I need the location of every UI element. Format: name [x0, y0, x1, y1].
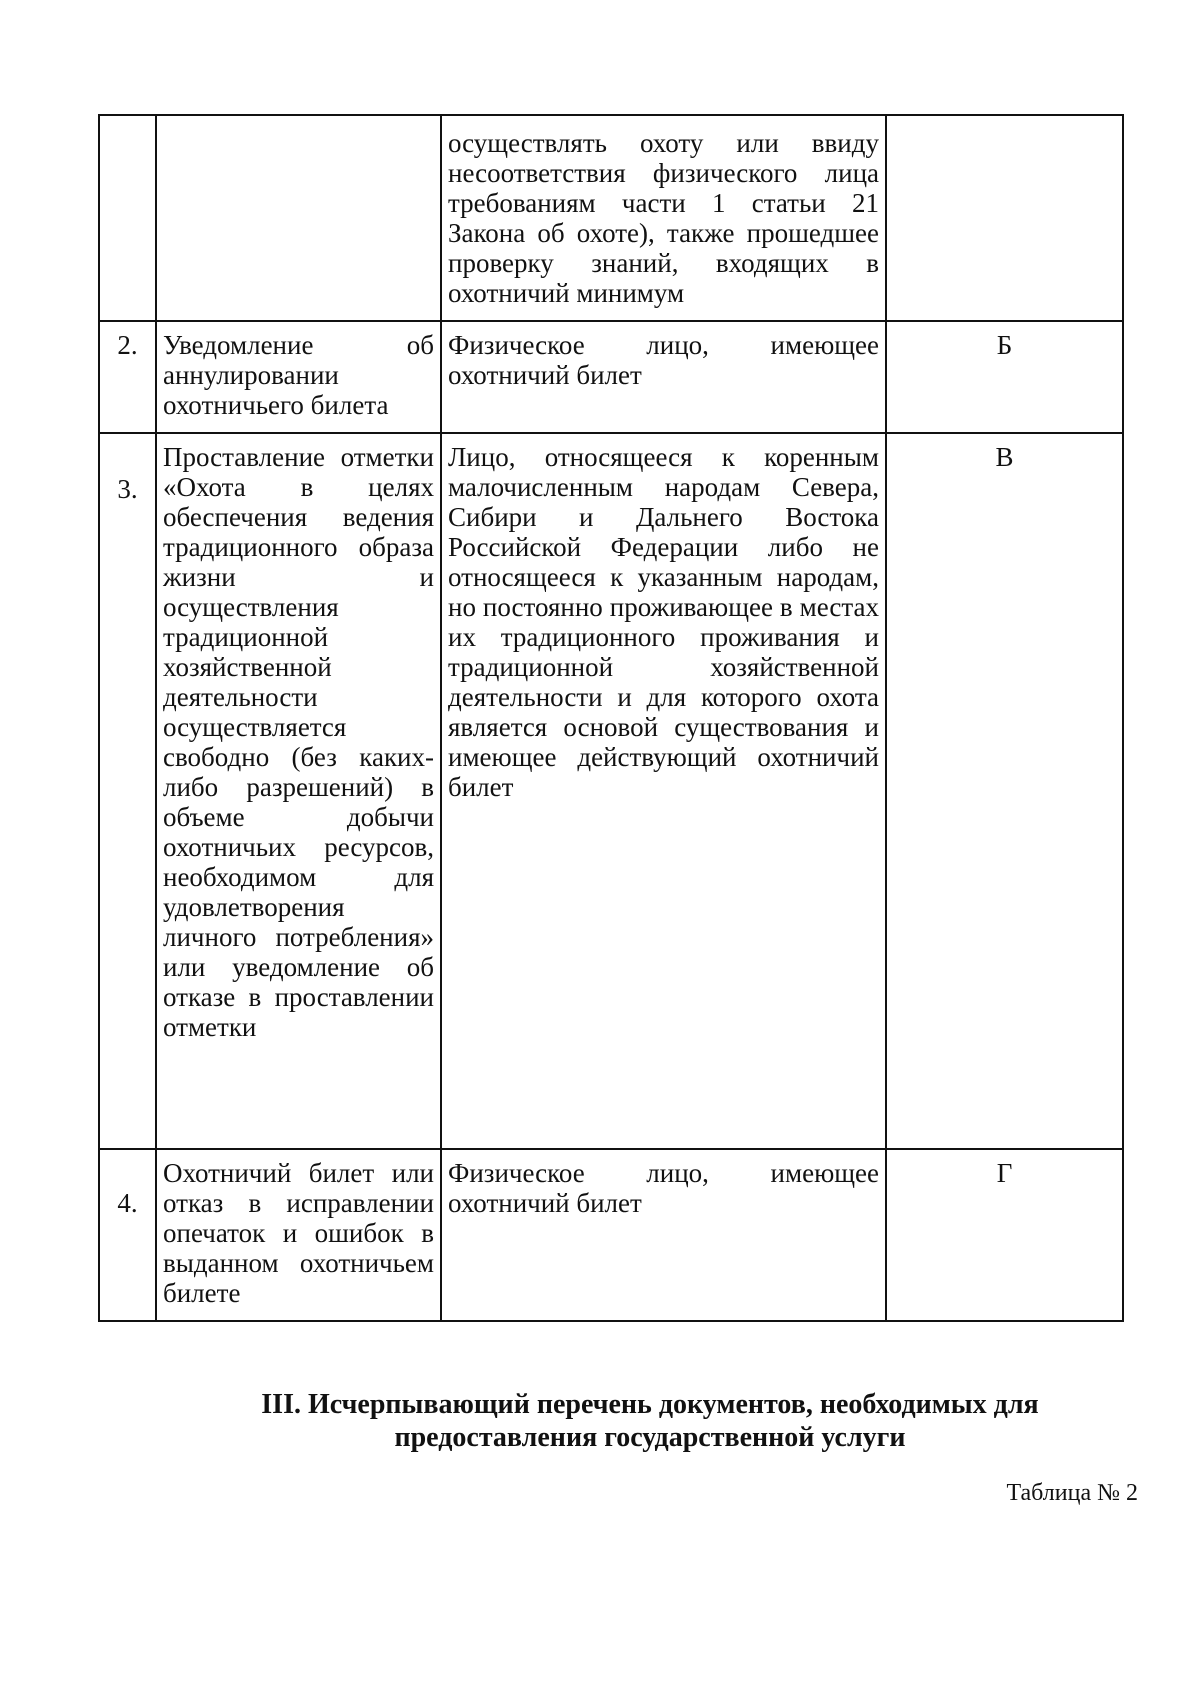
row-applicant: Лицо, относящееся к коренным малочисленным народам Севера, Сибири и Дальнего Востока Российской Федерации либо не относящееся к указанным народам, но постоянно проживающее в местах их традиционного проживания и традиционной хозяйственной деятельности и для которого охота является основой существования и имеющее действующий охотничий билет — [441, 433, 886, 1149]
row-number: 4. — [99, 1149, 156, 1321]
row-code: Б — [886, 321, 1123, 433]
table-row — [99, 115, 1123, 321]
section-heading-line-1: III. Исчерпывающий перечень документов, необходимых для — [261, 1389, 1039, 1420]
row-applicant: Физическое лицо, имеющее охотничий билет — [441, 1149, 886, 1321]
row-code — [886, 115, 1123, 321]
row-description: Охотничий билет или отказ в исправлении опечаток и ошибок в выданном охотничьем билете — [156, 1149, 441, 1321]
table-caption: Таблица № 2 — [1006, 1480, 1138, 1506]
row-applicant: осуществлять охоту или ввиду несоответствия физического лица требованиям части 1 статьи 21 Закона об охоте), также прошедшее проверку знаний, входящих в охотничий минимум — [441, 115, 886, 321]
section-heading — [150, 1388, 1150, 1454]
row-description — [156, 115, 441, 321]
row-number — [99, 115, 156, 321]
section-heading-line-2: предоставления государственной услуги — [394, 1422, 906, 1453]
row-applicant: Физическое лицо, имеющее охотничий билет — [441, 321, 886, 433]
row-number: 2. — [99, 321, 156, 433]
table-row — [99, 1149, 1123, 1321]
row-description: Уведомление об аннулировании охотничьего билета — [156, 321, 441, 433]
table-row — [99, 433, 1123, 1149]
row-code: В — [886, 433, 1123, 1149]
row-code: Г — [886, 1149, 1123, 1321]
table-row — [99, 321, 1123, 433]
row-description: Проставление отметки «Охота в целях обеспечения ведения традиционного образа жизни и осуществления традиционной хозяйственной деятельности осуществляется свободно (без каких-либо разрешений) в объеме добычи охотничьих ресурсов, необходимом для удовлетворения личного потребления» или уведомление об отказе в проставлении отметки — [156, 433, 441, 1149]
row-number: 3. — [99, 433, 156, 1149]
services-table — [98, 114, 1124, 1322]
